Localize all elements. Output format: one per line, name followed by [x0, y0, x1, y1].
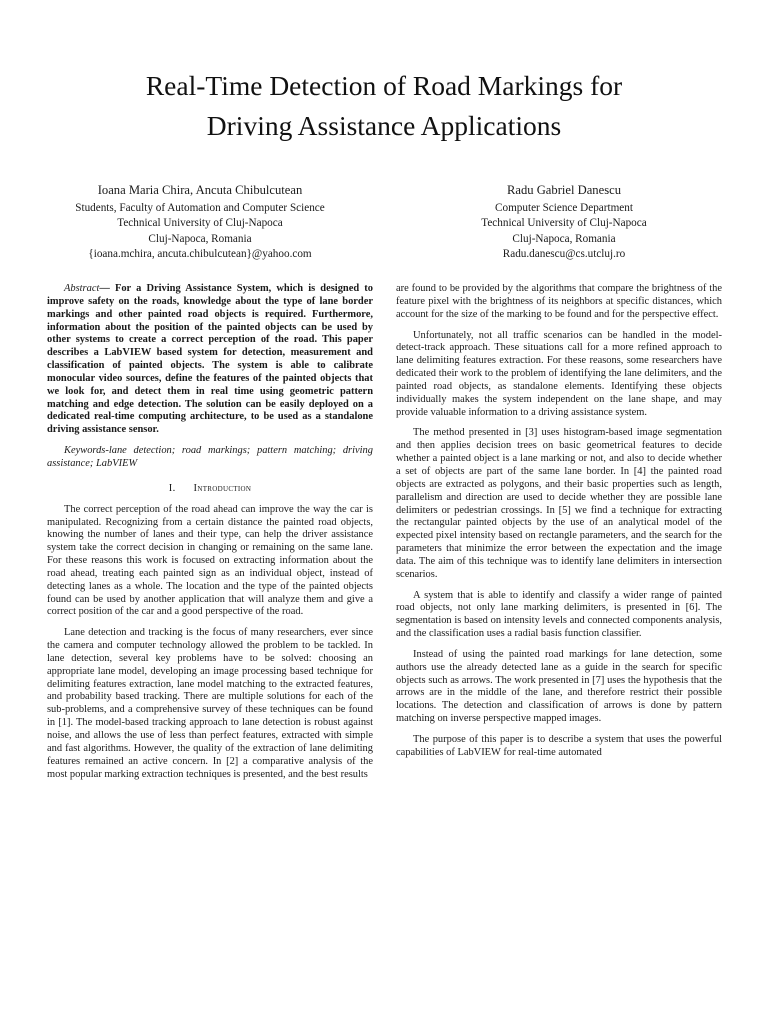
body-paragraph: A system that is able to identify and classify a wider range of painted road objects, not only lane marking delimiters, is presented in [6]. The segmentation is based on intensity levels and connected components analysis, and the classification uses a radial basis function classifier. [396, 589, 722, 640]
author-affiliation-line: Technical University of Cluj-Napoca [117, 217, 283, 230]
body-paragraph: are found to be provided by the algorithms that compare the brightness of the feature pixel with the brightness of its neighbors at specific distances, which account for the size of the marking to be found and for the perspective effect. [396, 283, 722, 320]
body-paragraph: Unfortunately, not all traffic scenarios can be handled in the model-detect-track approach. These situations call for a more refined approach to lane delimiting features extraction. For these reasons, some researchers have dedicated their work to the problem of identifying the lane delimiters, and the painted road objects, as standalone elements. Identifying these objects individually makes the system independent on the lane shape, and may provide valuable information to a driving assistance system. [396, 329, 722, 418]
author-names: Ioana Maria Chira, Ancuta Chibulcutean [97, 183, 303, 197]
author-names: Radu Gabriel Danescu [506, 183, 621, 197]
abstract [47, 283, 373, 437]
abstract-lead: Abstract [64, 283, 100, 294]
body-paragraph: Lane detection and tracking is the focus of many researchers, ever since the camera and computer technology allowed the problem to be tackled. In lane detection, several key problems have to be solved: choosing an appropriate lane model, developing an image processing based technique for delimiting features extraction, lane model matching to the extracted features, and probability based tracking. There are multiple solutions for each of the sub-problems, and a comprehensive survey of these techniques can be found in [1]. The model-based tracking approach to lane detection is robust against noise, and allows the use of less than perfect features, extracted with simple and fast algorithms. However, the quality of the extraction of lane delimiting features remained an active concern. In [2] a comparative analysis of the most popular marking extraction techniques is presented, and the best results [47, 627, 373, 780]
section-title: Introduction [193, 482, 252, 494]
section-heading [47, 483, 373, 496]
abstract-text: — For a Driving Assistance System, which is designed to improve safety on the roads, knowledge about the type of lane border markings and other painted road objects is required. Furthermore, information about the position of the painted objects can be used by other systems to create a correct perception of the road. This paper describes a LabVIEW based system for detection, measurement and classification of painted objects. The system is able to calibrate monocular video sources, define the features of the painted objects that we look for, and detect them in real time using geometric pattern matching and edge detection. The solution can be easily deployed on a dedicated real-time computing architecture, to be used as a standalone driving assistance sensor. [47, 283, 373, 436]
author-affiliation-line: Technical University of Cluj-Napoca [481, 217, 647, 230]
section-number: I. [168, 482, 176, 494]
keywords: Keywords-lane detection; road markings; pattern matching; driving assistance; LabVIEW [47, 445, 373, 469]
author-block-1 [70, 182, 330, 263]
right-column [396, 283, 722, 768]
author-affiliation-line: Students, Faculty of Automation and Computer Science [75, 202, 325, 214]
body-paragraph: Instead of using the painted road markings for lane detection, some authors use the already detected lane as a guide in the search for specific objects such as arrows. The work presented in [7] uses the hypothesis that the arrows are in the middle of the lane, and therefore restrict their possible locations. The detection and classification of arrows is done by pattern matching on inverse perspective mapped images. [396, 648, 722, 725]
author-affiliation-line: Cluj-Napoca, Romania [148, 232, 252, 245]
paper-title [40, 66, 728, 146]
author-block-2 [434, 182, 694, 263]
body-paragraph: The method presented in [3] uses histogram-based image segmentation and then applies decision trees on basic geometrical features to decide whether a painted object is a lane marking or not, and also to decide whether a set of objects are part of the same lane border. In [4] the painted road objects are extracted as polygons, and their basic properties such as length, parallelism and direction are used to decide whether they are possible lane delimiters or pedestrian crossings. In [5] we find a technique for extracting the rectangular painted objects by the use of an analytical model of the expected pixel intensity based on rectangle parameters, and the search for the parameters that minimize the error between the expectation and the image data. The aim of this technique was to identify lane delimiters in intersection scenarios. [396, 427, 722, 580]
author-affiliation-line: Computer Science Department [495, 202, 633, 214]
paper-title-line-1: Real-Time Detection of Road Markings for [145, 70, 623, 101]
left-column [47, 283, 373, 789]
body-paragraph: The purpose of this paper is to describe a system that uses the powerful capabilities of LabVIEW for real-time automated [396, 734, 722, 758]
author-email: {ioana.mchira, ancuta.chibulcutean}@yahoo.com [88, 248, 312, 261]
paper-title-line-2: Driving Assistance Applications [206, 110, 562, 141]
author-affiliation-line: Cluj-Napoca, Romania [512, 232, 616, 245]
author-email: Radu.danescu@cs.utcluj.ro [502, 248, 626, 261]
body-paragraph: The correct perception of the road ahead can improve the way the car is manipulated. Recognizing from a certain distance the painted road objects, knowing the number of lanes and their type, can help the driver assistance system take the correct decision in changing or remaining on the same lane. For these reasons this work is focused on extracting information about the road ahead, treating each painted sign as an individual object, instead of detecting lanes as a whole. The location and the type of the painted objects found can be used by another application that will analyze them and give a correct position of the car and a good perspective of the road. [47, 503, 373, 618]
